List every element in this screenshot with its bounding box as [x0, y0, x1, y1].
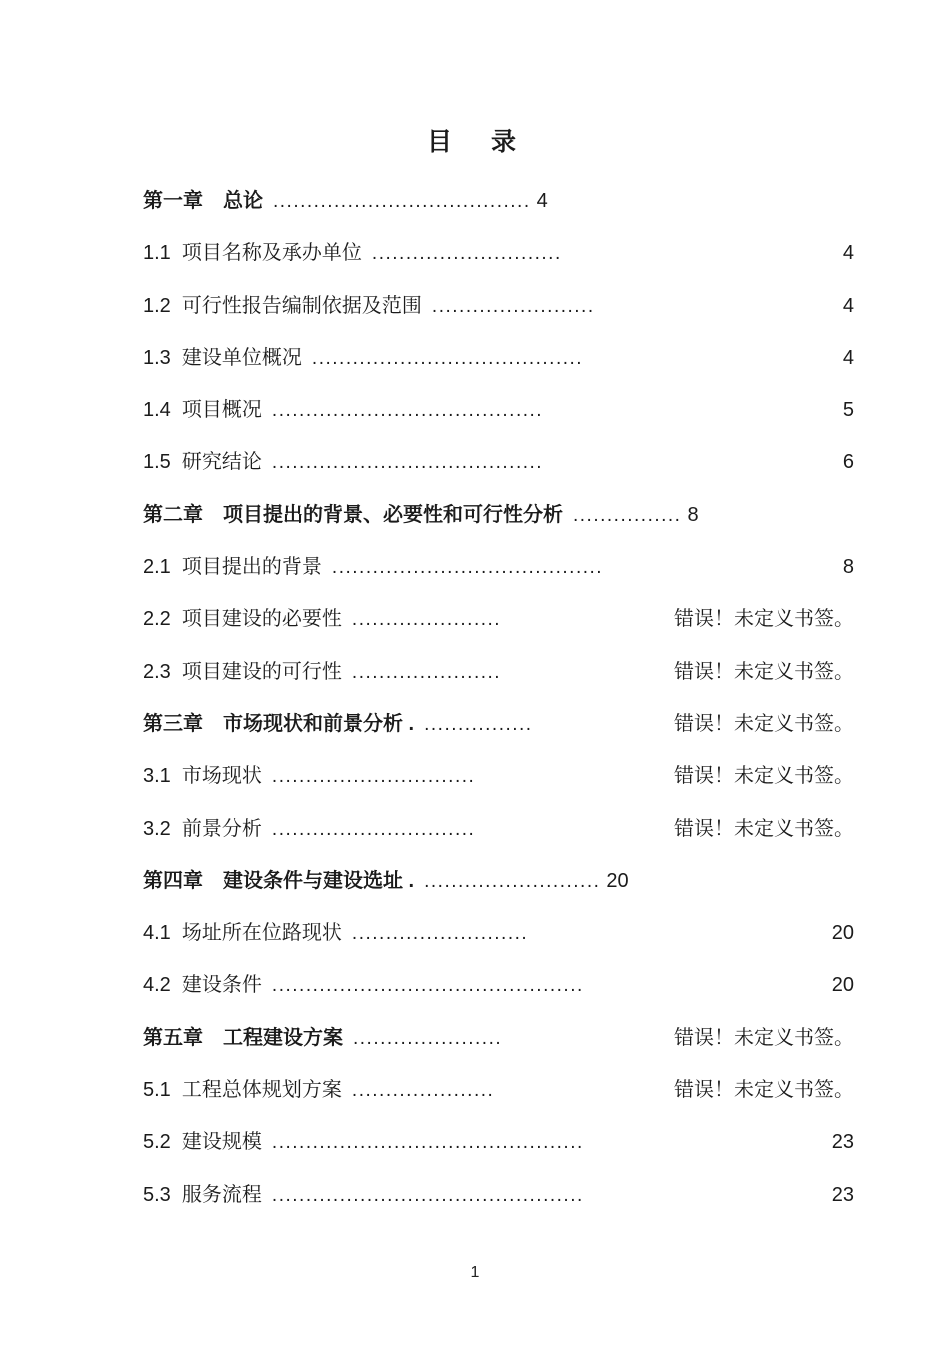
toc-leader-dots: ......................	[353, 1027, 503, 1049]
toc-page-ref: 5	[842, 399, 854, 422]
toc-row	[143, 1064, 854, 1116]
toc-leader-dots: ..............................	[271, 766, 476, 788]
toc-leader-dots: ..............................................	[271, 975, 584, 997]
toc-page-ref: 4	[842, 294, 854, 317]
toc-leader-dots: ................	[424, 713, 533, 735]
toc-leader-dots: ..............................................	[271, 1132, 584, 1154]
toc-row	[143, 1169, 854, 1221]
toc-entry-label: 1.4 项目概况	[143, 399, 262, 422]
toc-entry-label: 第二章 项目提出的背景、必要性和可行性分析	[143, 503, 563, 526]
toc-entry-label: 2.1 项目提出的背景	[143, 556, 322, 579]
toc-entry-label: 第一章 总论	[143, 190, 263, 212]
toc-row	[143, 384, 854, 436]
toc-row	[143, 1116, 854, 1168]
toc-page-ref: 错误！未定义书签。	[674, 1026, 854, 1049]
toc-page-ref: 错误！未定义书签。	[674, 817, 854, 840]
toc-page-ref: 错误！未定义书签。	[674, 608, 854, 631]
toc-page-ref: 8	[687, 503, 699, 526]
toc-page-ref: 23	[831, 1183, 854, 1206]
toc-entry-label: 1.3 建设单位概况	[143, 346, 302, 369]
toc-entry-label: 1.5 研究结论	[143, 451, 262, 474]
toc-entry-label: 第五章 工程建设方案	[143, 1026, 343, 1049]
toc-list	[143, 175, 854, 1221]
toc-title: 目 录	[426, 128, 523, 156]
toc-leader-dots: .....................	[351, 1080, 495, 1102]
toc-row	[143, 489, 854, 541]
toc-leader-dots: ......................	[351, 661, 502, 683]
toc-row	[143, 907, 854, 959]
toc-entry-label: 第四章 建设条件与建设选址 .	[143, 869, 415, 892]
toc-leader-dots: ............................	[371, 243, 562, 265]
toc-row	[143, 175, 854, 227]
toc-entry-label: 3.1 市场现状	[143, 765, 262, 788]
toc-leader-dots: ..............................	[271, 818, 476, 840]
toc-leader-dots: ..........................	[351, 923, 529, 945]
toc-page-ref: 错误！未定义书签。	[674, 712, 854, 735]
toc-entry-label: 4.2 建设条件	[143, 974, 262, 997]
toc-row	[143, 280, 854, 332]
toc-page-ref: 8	[842, 556, 854, 579]
toc-row	[143, 593, 854, 645]
toc-page-ref: 23	[831, 1131, 854, 1154]
toc-entry-label: 1.2 可行性报告编制依据及范围	[143, 294, 422, 317]
toc-entry-label: 4.1 场址所在位路现状	[143, 922, 342, 945]
toc-entry-label: 2.2 项目建设的必要性	[143, 608, 342, 631]
toc-leader-dots: ........................................	[331, 557, 604, 579]
toc-page-ref: 错误！未定义书签。	[674, 765, 854, 788]
toc-leader-dots: ........................	[431, 295, 595, 317]
toc-row	[143, 436, 854, 488]
toc-page-ref: 错误！未定义书签。	[674, 1079, 854, 1102]
toc-row	[143, 227, 854, 279]
toc-leader-dots: ......................	[351, 609, 502, 631]
toc-entry-label: 5.1 工程总体规划方案	[143, 1079, 342, 1102]
toc-page-ref: 错误！未定义书签。	[674, 660, 854, 683]
toc-row	[143, 855, 854, 907]
toc-leader-dots: ........................................	[271, 400, 544, 422]
toc-row	[143, 646, 854, 698]
toc-entry-label: 5.2 建设规模	[143, 1131, 262, 1154]
toc-leader-dots: ......................................	[273, 191, 531, 212]
toc-page-ref: 4	[842, 346, 854, 369]
toc-page-ref: 6	[842, 451, 854, 474]
toc-entry-label: 第三章 市场现状和前景分析 .	[143, 712, 415, 735]
toc-page-ref: 20	[606, 869, 629, 892]
toc-row	[143, 332, 854, 384]
toc-leader-dots: ..............................................	[271, 1184, 584, 1206]
toc-row	[143, 959, 854, 1011]
toc-leader-dots: ........................................	[271, 452, 544, 474]
toc-row	[143, 803, 854, 855]
toc-leader-dots: ..........................	[424, 870, 601, 892]
footer-page-number: 1	[470, 1264, 480, 1281]
toc-entry-label: 1.1 项目名称及承办单位	[143, 242, 362, 265]
toc-page-ref: 4	[536, 190, 548, 212]
toc-leader-dots: ................	[573, 504, 682, 526]
toc-row	[143, 698, 854, 750]
toc-page-ref: 4	[842, 242, 854, 265]
toc-row	[143, 1012, 854, 1064]
toc-page-ref: 20	[831, 922, 854, 945]
toc-entry-label: 2.3 项目建设的可行性	[143, 660, 342, 683]
toc-row	[143, 541, 854, 593]
toc-leader-dots: ........................................	[311, 347, 584, 369]
toc-entry-label: 3.2 前景分析	[143, 817, 262, 840]
toc-row	[143, 750, 854, 802]
toc-entry-label: 5.3 服务流程	[143, 1183, 262, 1206]
toc-page-ref: 20	[831, 974, 854, 997]
